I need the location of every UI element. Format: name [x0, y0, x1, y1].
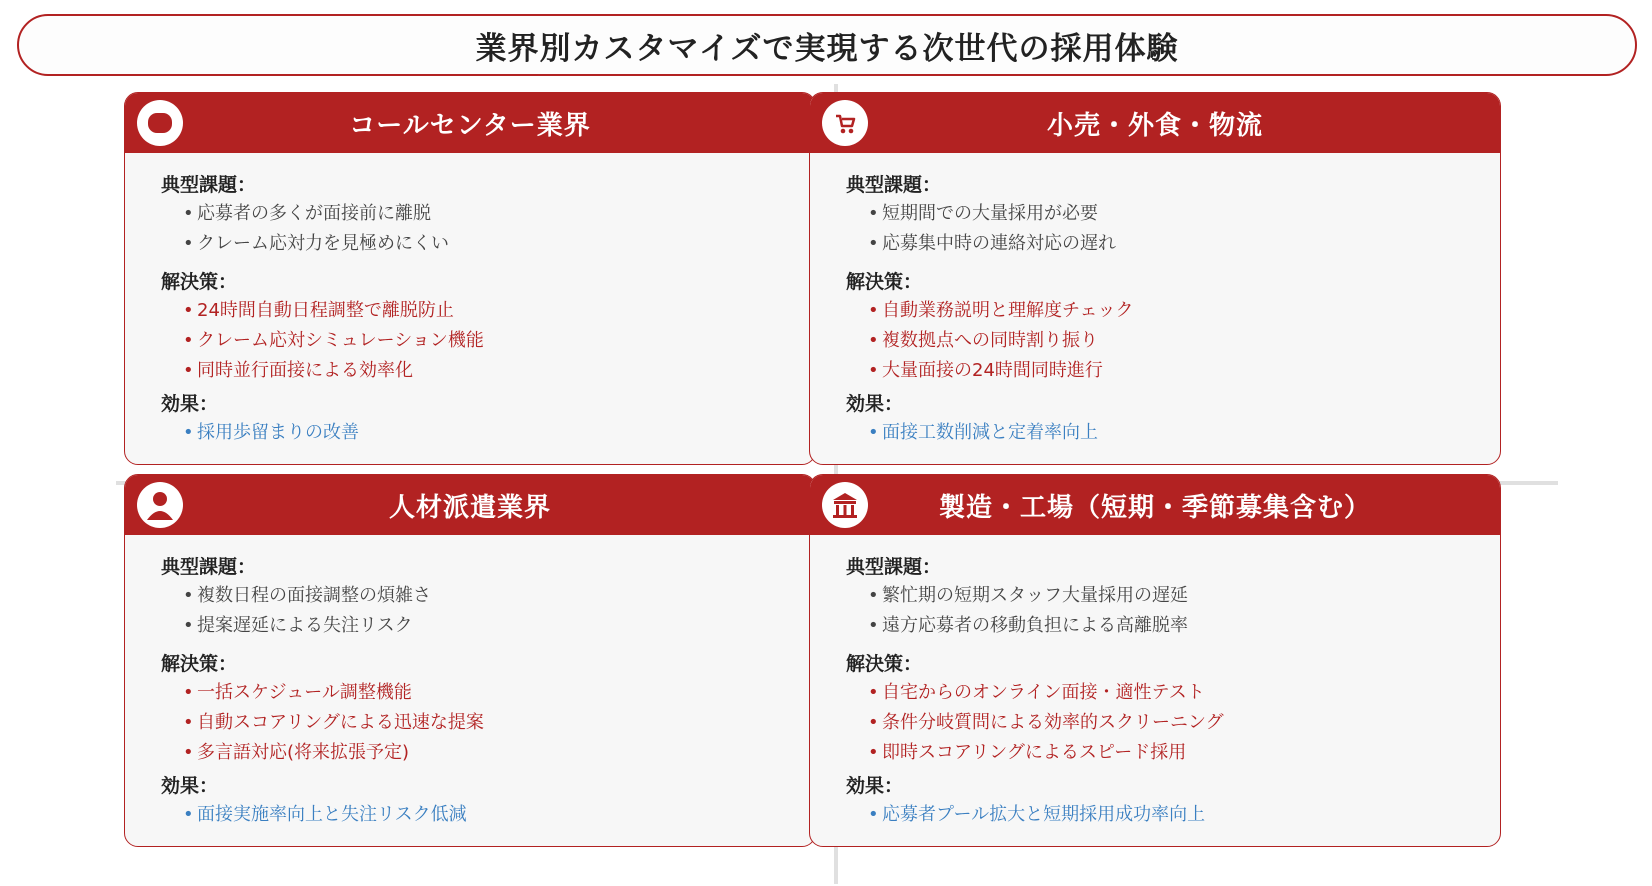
solution-item: • 24時間自動日程調整で離脱防止 [161, 296, 779, 326]
title-banner [17, 14, 1637, 76]
solution-item: • 自動業務説明と理解度チェック [846, 296, 1464, 326]
card-header [810, 475, 1500, 535]
user-icon [137, 482, 183, 528]
problem-item: • 提案遅延による失注リスク [161, 611, 779, 641]
solution-item: • 条件分岐質問による効率的スクリーニング [846, 708, 1464, 738]
card-header [810, 93, 1500, 153]
effect-item: • 面接工数削減と定着率向上 [846, 418, 1464, 448]
industry-card-retail [809, 92, 1501, 465]
problems-label: 典型課題： [846, 174, 942, 196]
solutions-label: 解決策： [161, 653, 238, 675]
industry-card-call-center [124, 92, 816, 465]
card-header [125, 475, 815, 535]
effect-item: • 応募者プール拡大と短期採用成功率向上 [846, 800, 1464, 830]
card-title: 製造・工場（短期・季節募集含む） [938, 492, 1371, 523]
effects-label: 効果： [161, 775, 219, 797]
industry-card-staffing [124, 474, 816, 847]
effects-label: 効果： [846, 393, 904, 415]
problem-item: • 繁忙期の短期スタッフ大量採用の遅延 [846, 581, 1464, 611]
solution-item: • クレーム応対シミュレーション機能 [161, 326, 779, 356]
solution-item: • 自動スコアリングによる迅速な提案 [161, 708, 779, 738]
effect-item: • 採用歩留まりの改善 [161, 418, 779, 448]
problem-item: • 短期間での大量採用が必要 [846, 199, 1464, 229]
effect-item: • 面接実施率向上と失注リスク低減 [161, 800, 779, 830]
solution-item: • 多言語対応(将来拡張予定) [161, 738, 779, 768]
card-title: 小売・外食・物流 [1046, 110, 1263, 141]
solutions-label: 解決策： [846, 271, 923, 293]
card-title: コールセンター業界 [349, 110, 591, 141]
problem-item: • クレーム応対力を見極めにくい [161, 229, 779, 259]
solution-item: • 大量面接の24時間同時進行 [846, 356, 1464, 386]
solution-item: • 自宅からのオンライン面接・適性テスト [846, 678, 1464, 708]
problems-label: 典型課題： [161, 556, 257, 578]
industry-card-manufacturing [809, 474, 1501, 847]
card-header [125, 93, 815, 153]
problems-label: 典型課題： [846, 556, 942, 578]
effects-label: 効果： [846, 775, 904, 797]
problem-item: • 遠方応募者の移動負担による高離脱率 [846, 611, 1464, 641]
solution-item: • 複数拠点への同時割り振り [846, 326, 1464, 356]
problems-label: 典型課題： [161, 174, 257, 196]
page-title: 業界別カスタマイズで実現する次世代の採用体験 [475, 30, 1179, 67]
solutions-label: 解決策： [846, 653, 923, 675]
cart-icon [822, 100, 868, 146]
problem-item: • 複数日程の面接調整の煩雑さ [161, 581, 779, 611]
solution-item: • 即時スコアリングによるスピード採用 [846, 738, 1464, 768]
factory-icon [822, 482, 868, 528]
headset-icon [137, 100, 183, 146]
problem-item: • 応募者の多くが面接前に離脱 [161, 199, 779, 229]
effects-label: 効果： [161, 393, 219, 415]
card-title: 人材派遣業界 [388, 492, 551, 523]
solutions-label: 解決策： [161, 271, 238, 293]
solution-item: • 同時並行面接による効率化 [161, 356, 779, 386]
problem-item: • 応募集中時の連絡対応の遅れ [846, 229, 1464, 259]
solution-item: • 一括スケジュール調整機能 [161, 678, 779, 708]
